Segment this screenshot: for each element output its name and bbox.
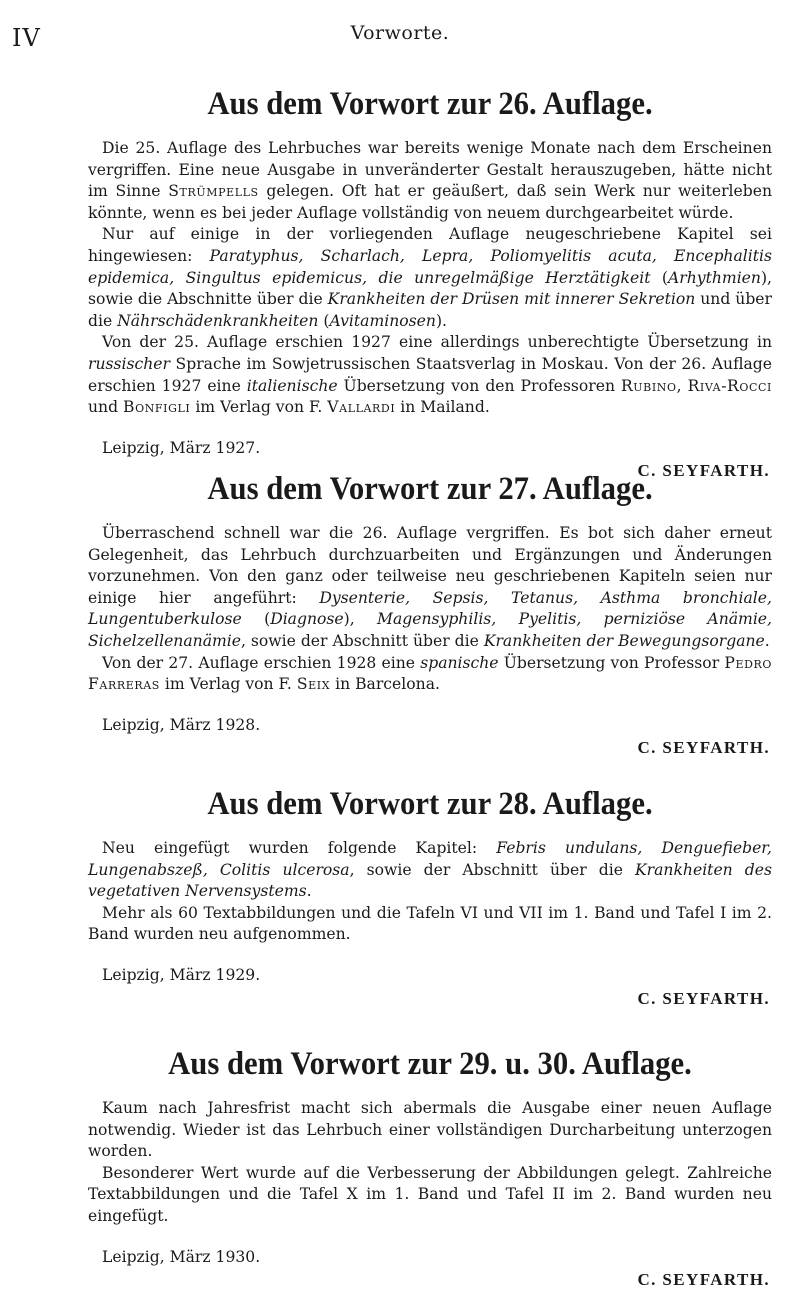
paragraph (88, 1163, 772, 1228)
italic-run: Paratyphus, Scharlach, Lepra, Poliomyelitis acuta, Encephalitis epidemica, Singultus epidemicus, die unregelmäßige Herztätigkeit (88, 246, 772, 287)
italic-run: Magensyphilis, Pyelitis, perniziöse Anämie, Sichelzellenanämie (88, 610, 772, 650)
italic-run: Nährschädenkrankheiten (117, 311, 319, 330)
small-caps-run: Strümpells (168, 182, 259, 201)
italic-run: italienische (246, 376, 338, 395)
text-run: Von der 27. Auflage erschien 1928 eine (102, 653, 421, 672)
italic-run: Arhythmien (668, 268, 761, 287)
dateline: Leipzig, März 1927. (102, 438, 261, 457)
small-caps-run: Riva-Rocci (687, 376, 772, 395)
text-run: , sowie der Abschnitt über die (349, 860, 636, 879)
italic-run: Febris undulans, Denguefieber, Lungenabszeß, Colitis ulcerosa (88, 839, 773, 879)
text-run: Neu eingefügt wurden folgende Kapitel: (102, 839, 497, 857)
paragraph (88, 903, 772, 946)
italic-run: Krankheiten der Drüsen mit innerer Sekretion (327, 290, 696, 309)
italic-run: Krankheiten der Bewegungsorgane (483, 631, 765, 650)
text-run: Mehr als 60 Textabbildungen und die Tafeln VI und VII im 1. Band und Tafel I im 2. Band wurden neu aufgenommen. (88, 903, 772, 944)
small-caps-run: Seix (296, 675, 331, 694)
text-run: ). (435, 311, 447, 330)
small-caps-run: Rubino (620, 376, 677, 395)
paragraph (88, 224, 772, 332)
text-run: Überraschend schnell war die 26. Auflage vergriffen. Es bot sich daher erneut Gelegenheit, das Lehrbuch durchzuarbeiten und Ergänzungen und Änderungen vorzunehmen. Von den ganz oder teilweise neu geschriebenen Kapiteln seien nur einige hier angeführt: (88, 524, 772, 607)
signature: C. SEYFARTH. (637, 988, 770, 1008)
paragraph (88, 138, 772, 224)
italic-run: russischer (88, 354, 170, 373)
section-heading: Aus dem Vorwort zur 28. Auflage. (207, 786, 653, 822)
signature: C. SEYFARTH. (637, 738, 770, 758)
text-run: und (88, 398, 124, 417)
paragraph (88, 523, 772, 653)
italic-run: spanische (420, 653, 499, 672)
signature: C. SEYFARTH. (637, 1270, 770, 1290)
signature: C. SEYFARTH. (637, 461, 770, 481)
text-run: Übersetzung von Professor (498, 653, 725, 672)
small-caps-run: Bonfigli (123, 398, 191, 417)
text-run: ), sowie die Abschnitte über die (88, 268, 773, 309)
text-run: Die 25. Auflage des Lehrbuches war bereits wenige Monate nach dem Erscheinen vergriffen. Eine neue Ausgabe in unveränderter Gestalt herauszugeben, hätte nicht im Sinne (88, 139, 772, 201)
section-heading: Aus dem Vorwort zur 29. u. 30. Auflage. (168, 1046, 692, 1082)
paragraph (88, 653, 772, 696)
text-run: Nur auf einige in der vorliegenden Auflage neugeschriebene Kapitel sei hingewiesen: (88, 225, 772, 265)
page-number: IV (12, 24, 41, 52)
running-title: Vorworte. (350, 22, 450, 44)
text-run: . (306, 882, 312, 901)
text-run: ( (650, 268, 669, 287)
text-run: gelegen. Oft hat er geäußert, daß sein Werk nur weiterleben könnte, wenn es bei jeder Auflage vollständig von neuem durchgearbeitet würde. (88, 182, 772, 222)
paragraph (88, 1098, 772, 1163)
preface-section-27 (88, 465, 772, 760)
text-run: Übersetzung von den Professoren (337, 376, 621, 395)
text-run: und über die (88, 290, 772, 330)
section-heading: Aus dem Vorwort zur 27. Auflage. (207, 471, 653, 507)
text-run: ( (241, 610, 271, 629)
preface-section-26 (88, 80, 772, 483)
text-run: Kaum nach Jahresfrist macht sich abermals die Ausgabe einer neuen Auflage notwendig. Wieder ist das Lehrbuch einer vollständigen Durcharbeitung unterzogen worden. (88, 1099, 772, 1161)
italic-run: Krankheiten des vegetativen Nervensystems (88, 860, 772, 901)
italic-run: Diagnose (270, 610, 344, 629)
dateline: Leipzig, März 1930. (102, 1247, 261, 1266)
paragraph (88, 838, 772, 903)
text-run: im Verlag von F. (159, 675, 297, 694)
italic-run: Dysenterie, Sepsis, Tetanus, Asthma bronchiale, Lungentuberkulose (88, 588, 772, 629)
text-run: . (764, 631, 770, 650)
text-run: Sprache im Sowjetrussischen Staatsverlag in Moskau. Von der 26. Auflage erschien 1927 eine (88, 354, 772, 395)
italic-run: Avitaminosen (329, 311, 436, 330)
preface-section-28 (88, 780, 772, 1011)
text-run: ( (318, 311, 330, 330)
text-run: Von der 25. Auflage erschien 1927 eine allerdings unberechtigte Übersetzung in (102, 333, 772, 352)
text-run: im Verlag von F. (190, 398, 328, 417)
dateline: Leipzig, März 1928. (102, 715, 261, 734)
paragraph (88, 332, 772, 418)
text-run: in Barcelona. (330, 675, 440, 694)
text-run: Besonderer Wert wurde auf die Verbesserung der Abbildungen gelegt. Zahlreiche Textabbildungen und die Tafel X im 1. Band und Tafel II im 2. Band wurden neu eingefügt. (88, 1163, 772, 1225)
text-run: , (676, 376, 688, 395)
text-run: , sowie der Abschnitt über die (241, 631, 484, 650)
text-run: in Mailand. (395, 398, 490, 417)
dateline: Leipzig, März 1929. (102, 965, 261, 984)
small-caps-run: Vallardi (327, 398, 396, 417)
preface-section-29-30 (88, 1040, 772, 1292)
small-caps-run: Pedro Farreras (88, 653, 773, 694)
text-run: ), (343, 610, 377, 629)
section-heading: Aus dem Vorwort zur 26. Auflage. (207, 86, 653, 122)
